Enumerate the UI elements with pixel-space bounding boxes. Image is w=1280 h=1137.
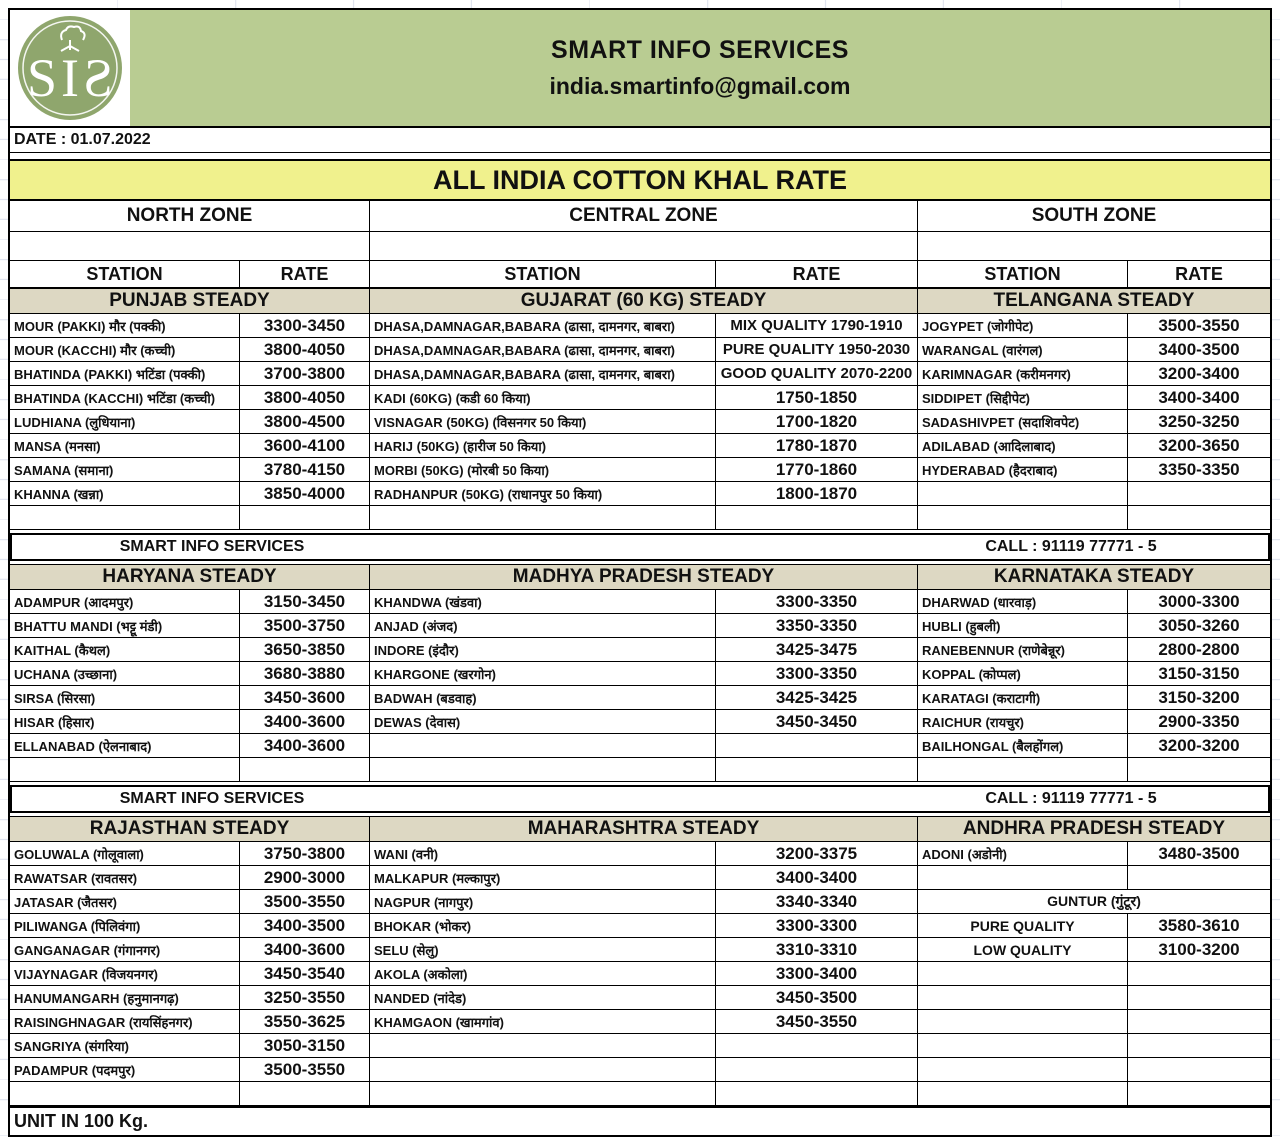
section-title: RAJASTHAN STEADY <box>10 816 370 842</box>
table-row <box>10 758 1270 782</box>
merged-station-cell: GUNTUR (गुंटूर) <box>918 890 1270 914</box>
table-row <box>10 962 1270 986</box>
cotton-rate-sheet <box>8 8 1272 1137</box>
rate-cell: 3400-3500 <box>1128 338 1270 362</box>
rate-cell: 3650-3850 <box>240 638 370 662</box>
rate-cell <box>1128 962 1270 986</box>
rate-cell: 3800-4500 <box>240 410 370 434</box>
station-cell: RANEBENNUR (राणेबेन्नूर) <box>918 638 1128 662</box>
rate-cell: 3425-3425 <box>716 686 918 710</box>
station-cell: BAILHONGAL (बैलहोंगल) <box>918 734 1128 758</box>
station-cell <box>918 482 1128 506</box>
section-header-row <box>10 564 1270 590</box>
station-cell: NAGPUR (नागपुर) <box>370 890 716 914</box>
station-cell: GANGANAGAR (गंगानगर) <box>10 938 240 962</box>
station-cell: SIRSA (सिरसा) <box>10 686 240 710</box>
station-cell: KHANDWA (खंडवा) <box>370 590 716 614</box>
rate-cell: 3350-3350 <box>716 614 918 638</box>
station-cell <box>370 1082 716 1106</box>
rate-cell <box>716 758 918 782</box>
svg-text:S: S <box>82 48 114 108</box>
station-cell: UCHANA (उच्छाना) <box>10 662 240 686</box>
rate-cell <box>1128 866 1270 890</box>
rate-cell: 3000-3300 <box>1128 590 1270 614</box>
station-cell: VISNAGAR (50KG) (विसनगर 50 किया) <box>370 410 716 434</box>
station-cell: RAICHUR (रायचुर) <box>918 710 1128 734</box>
station-cell: INDORE (इंदौर) <box>370 638 716 662</box>
table-row <box>10 434 1270 458</box>
section-title: TELANGANA STEADY <box>918 288 1270 314</box>
table-row <box>10 590 1270 614</box>
rate-block-1 <box>10 288 1270 530</box>
table-row <box>10 314 1270 338</box>
rate-cell: 1700-1820 <box>716 410 918 434</box>
station-cell: ADAMPUR (आदमपुर) <box>10 590 240 614</box>
rate-cell <box>716 1058 918 1082</box>
column-header-row <box>10 261 1270 288</box>
rate-cell: 2900-3000 <box>240 866 370 890</box>
rate-cell: 3800-4050 <box>240 338 370 362</box>
section-title: HARYANA STEADY <box>10 564 370 590</box>
info-band-2 <box>10 785 1270 813</box>
station-cell: DHASA,DAMNAGAR,BABARA (ढासा, दामनगर, बाबरा) <box>370 362 716 386</box>
rate-cell <box>1128 1082 1270 1106</box>
table-row <box>10 362 1270 386</box>
station-cell <box>918 1058 1128 1082</box>
rate-cell <box>240 758 370 782</box>
rate-cell <box>1128 506 1270 530</box>
station-cell <box>10 758 240 782</box>
rate-cell: 3340-3340 <box>716 890 918 914</box>
rate-cell: 3500-3750 <box>240 614 370 638</box>
station-cell: KOPPAL (कोप्पल) <box>918 662 1128 686</box>
station-cell: BHATTU MANDI (भट्टू मंडी) <box>10 614 240 638</box>
zone-header-row <box>10 201 1270 232</box>
rate-cell: 3800-4050 <box>240 386 370 410</box>
rate-cell: 3100-3200 <box>1128 938 1270 962</box>
rate-cell <box>240 506 370 530</box>
station-cell: ELLANABAD (ऐलनाबाद) <box>10 734 240 758</box>
station-cell: MALKAPUR (मल्कापुर) <box>370 866 716 890</box>
station-cell: RADHANPUR (50KG) (राधानपुर 50 किया) <box>370 482 716 506</box>
station-cell: ADILABAD (आदिलाबाद) <box>918 434 1128 458</box>
table-row <box>10 386 1270 410</box>
rate-cell <box>716 506 918 530</box>
station-cell <box>10 1082 240 1106</box>
rate-cell: 1770-1860 <box>716 458 918 482</box>
rate-cell: 3680-3880 <box>240 662 370 686</box>
rate-cell <box>716 734 918 758</box>
band-company: SMART INFO SERVICES <box>119 790 305 807</box>
rate-cell <box>1128 986 1270 1010</box>
station-cell: BHATINDA (KACCHI) भटिंडा (कच्ची) <box>10 386 240 410</box>
rate-cell <box>1128 1058 1270 1082</box>
station-cell <box>370 506 716 530</box>
table-row <box>10 710 1270 734</box>
rate-cell: 3300-3400 <box>716 962 918 986</box>
rate-cell: 3500-3550 <box>240 1058 370 1082</box>
section-header-row <box>10 816 1270 842</box>
station-cell <box>370 1058 716 1082</box>
table-row <box>10 866 1270 890</box>
station-cell: HUBLI (हुबली) <box>918 614 1128 638</box>
station-cell: ADONI (अडोनी) <box>918 842 1128 866</box>
col-station: STATION <box>10 261 240 288</box>
table-row <box>10 1058 1270 1082</box>
band-call: CALL : 91119 77771 - 5 <box>985 790 1157 807</box>
station-cell: RAISINGHNAGAR (रायसिंहनगर) <box>10 1010 240 1034</box>
rate-cell: 3400-3400 <box>716 866 918 890</box>
station-cell <box>918 986 1128 1010</box>
rate-cell: 2800-2800 <box>1128 638 1270 662</box>
station-cell: AKOLA (अकोला) <box>370 962 716 986</box>
header-row <box>10 10 1270 128</box>
rate-cell: 1800-1870 <box>716 482 918 506</box>
rate-cell: 3400-3600 <box>240 734 370 758</box>
station-cell: SADASHIVPET (सदाशिवपेट) <box>918 410 1128 434</box>
station-cell: PURE QUALITY <box>918 914 1128 938</box>
station-cell <box>918 506 1128 530</box>
section-title: MAHARASHTRA STEADY <box>370 816 918 842</box>
col-rate: RATE <box>1128 261 1270 288</box>
table-row <box>10 842 1270 866</box>
table-row <box>10 686 1270 710</box>
rate-cell: 3300-3350 <box>716 590 918 614</box>
zone-central: CENTRAL ZONE <box>370 201 918 231</box>
table-row <box>10 410 1270 434</box>
rate-cell: 3050-3260 <box>1128 614 1270 638</box>
station-cell: LUDHIANA (लुधियाना) <box>10 410 240 434</box>
station-cell: VIJAYNAGAR (विजयनगर) <box>10 962 240 986</box>
station-cell <box>370 758 716 782</box>
table-row <box>10 338 1270 362</box>
station-cell: DHASA,DAMNAGAR,BABARA (ढासा, दामनगर, बाबरा) <box>370 338 716 362</box>
company-name: SMART INFO SERVICES <box>551 36 849 64</box>
station-cell: MORBI (50KG) (मोरबी 50 किया) <box>370 458 716 482</box>
table-row <box>10 482 1270 506</box>
station-cell: GOLUWALA (गोलूवाला) <box>10 842 240 866</box>
station-cell: SELU (सेलु) <box>370 938 716 962</box>
section-title: ANDHRA PRADESH STEADY <box>918 816 1270 842</box>
table-row <box>10 914 1270 938</box>
station-cell: DEWAS (देवास) <box>370 710 716 734</box>
rate-cell <box>240 1082 370 1106</box>
station-cell <box>918 866 1128 890</box>
station-cell: WANI (वनी) <box>370 842 716 866</box>
rate-cell: 1750-1850 <box>716 386 918 410</box>
rate-cell: 3400-3400 <box>1128 386 1270 410</box>
station-cell <box>918 1034 1128 1058</box>
company-email: india.smartinfo@gmail.com <box>549 73 851 99</box>
station-cell: KHANNA (खन्ना) <box>10 482 240 506</box>
station-cell: RAWATSAR (रावतसर) <box>10 866 240 890</box>
rate-cell: GOOD QUALITY 2070-2200 <box>716 362 918 386</box>
rate-cell: 3200-3400 <box>1128 362 1270 386</box>
table-row <box>10 506 1270 530</box>
rate-cell: 3500-3550 <box>240 890 370 914</box>
station-cell: KADI (60KG) (कडी 60 किया) <box>370 386 716 410</box>
station-cell: WARANGAL (वारंगल) <box>918 338 1128 362</box>
rate-block-3 <box>10 816 1270 1106</box>
station-cell: JATASAR (जैतसर) <box>10 890 240 914</box>
station-cell: HARIJ (50KG) (हारीज 50 किया) <box>370 434 716 458</box>
rate-cell: 1780-1870 <box>716 434 918 458</box>
rate-cell: 3580-3610 <box>1128 914 1270 938</box>
rate-cell <box>1128 1010 1270 1034</box>
rate-cell: 3300-3350 <box>716 662 918 686</box>
rate-cell: 3450-3500 <box>716 986 918 1010</box>
rate-cell: 3050-3150 <box>240 1034 370 1058</box>
station-cell <box>370 734 716 758</box>
station-cell: KARIMNAGAR (करीमनगर) <box>918 362 1128 386</box>
station-cell <box>10 506 240 530</box>
rate-cell <box>1128 758 1270 782</box>
station-cell: BHOKAR (भोकर) <box>370 914 716 938</box>
band-company: SMART INFO SERVICES <box>119 538 305 555</box>
table-row <box>10 614 1270 638</box>
rate-cell: 3400-3600 <box>240 938 370 962</box>
table-row <box>10 734 1270 758</box>
rate-cell: 3250-3550 <box>240 986 370 1010</box>
station-cell: DHASA,DAMNAGAR,BABARA (ढासा, दामनगर, बाबरा) <box>370 314 716 338</box>
station-cell: ANJAD (अंजद) <box>370 614 716 638</box>
station-cell: SAMANA (समाना) <box>10 458 240 482</box>
station-cell: KHARGONE (खरगोन) <box>370 662 716 686</box>
rate-cell: 3150-3450 <box>240 590 370 614</box>
station-cell: KAITHAL (कैथल) <box>10 638 240 662</box>
section-header-row <box>10 288 1270 314</box>
date-label: DATE : 01.07.2022 <box>10 128 1270 153</box>
rate-cell: 3450-3540 <box>240 962 370 986</box>
rate-block-2 <box>10 564 1270 782</box>
rate-cell: 3300-3300 <box>716 914 918 938</box>
table-row <box>10 986 1270 1010</box>
station-cell <box>918 1010 1128 1034</box>
rate-cell: 3700-3800 <box>240 362 370 386</box>
rate-cell: 3480-3500 <box>1128 842 1270 866</box>
rate-cell: 3300-3450 <box>240 314 370 338</box>
rate-cell: 3780-4150 <box>240 458 370 482</box>
svg-text:I: I <box>61 48 79 108</box>
station-cell <box>918 962 1128 986</box>
rate-cell: 3550-3625 <box>240 1010 370 1034</box>
station-cell: NANDED (नांदेड) <box>370 986 716 1010</box>
rate-cell: MIX QUALITY 1790-1910 <box>716 314 918 338</box>
station-cell: MOUR (PAKKI) मौर (पक्की) <box>10 314 240 338</box>
rate-cell: 3500-3550 <box>1128 314 1270 338</box>
rate-cell <box>1128 1034 1270 1058</box>
station-cell: SIDDIPET (सिद्दीपेट) <box>918 386 1128 410</box>
rate-cell: 3400-3500 <box>240 914 370 938</box>
rate-cell: 3250-3250 <box>1128 410 1270 434</box>
company-logo <box>10 10 130 126</box>
section-title: KARNATAKA STEADY <box>918 564 1270 590</box>
table-row <box>10 662 1270 686</box>
col-rate: RATE <box>240 261 370 288</box>
col-rate: RATE <box>716 261 918 288</box>
table-row <box>10 638 1270 662</box>
table-row <box>10 938 1270 962</box>
rate-cell: 3150-3200 <box>1128 686 1270 710</box>
sis-cotton-logo-icon <box>16 14 124 122</box>
rate-cell: 3150-3150 <box>1128 662 1270 686</box>
station-cell <box>918 1082 1128 1106</box>
rate-cell: 3350-3350 <box>1128 458 1270 482</box>
svg-text:S: S <box>26 48 58 108</box>
zone-south: SOUTH ZONE <box>1031 205 1157 226</box>
station-cell: HYDERABAD (हैदराबाद) <box>918 458 1128 482</box>
rate-cell: PURE QUALITY 1950-2030 <box>716 338 918 362</box>
header-band <box>130 10 1270 126</box>
rate-cell: 3450-3600 <box>240 686 370 710</box>
station-cell: JOGYPET (जोगीपेट) <box>918 314 1128 338</box>
rate-cell <box>1128 482 1270 506</box>
station-cell: SANGRIYA (संगरिया) <box>10 1034 240 1058</box>
table-row <box>10 1034 1270 1058</box>
station-cell: HANUMANGARH (हनुमानगढ़) <box>10 986 240 1010</box>
rate-cell: 3400-3600 <box>240 710 370 734</box>
station-cell: LOW QUALITY <box>918 938 1128 962</box>
station-cell: PILIWANGA (पिलिवंगा) <box>10 914 240 938</box>
table-row <box>10 890 1270 914</box>
rate-cell: 3310-3310 <box>716 938 918 962</box>
section-title: MADHYA PRADESH STEADY <box>370 564 918 590</box>
section-title: PUNJAB STEADY <box>10 288 370 314</box>
station-cell: BHATINDA (PAKKI) भटिंडा (पक्की) <box>10 362 240 386</box>
zone-north: NORTH ZONE <box>10 201 370 231</box>
rate-cell: 3425-3475 <box>716 638 918 662</box>
table-row <box>10 1082 1270 1106</box>
col-station: STATION <box>918 261 1128 288</box>
station-cell: PADAMPUR (पदमपुर) <box>10 1058 240 1082</box>
rate-cell: 3200-3200 <box>1128 734 1270 758</box>
station-cell: MOUR (KACCHI) मौर (कच्ची) <box>10 338 240 362</box>
table-row <box>10 1010 1270 1034</box>
section-title: GUJARAT (60 KG) STEADY <box>370 288 918 314</box>
blank-row <box>10 232 1270 261</box>
page-title: ALL INDIA COTTON KHAL RATE <box>10 159 1270 201</box>
station-cell: KHAMGAON (खामगांव) <box>370 1010 716 1034</box>
rate-cell <box>716 1034 918 1058</box>
rate-cell: 3450-3550 <box>716 1010 918 1034</box>
station-cell: MANSA (मनसा) <box>10 434 240 458</box>
station-cell <box>918 758 1128 782</box>
station-cell: KARATAGI (कराटागी) <box>918 686 1128 710</box>
rate-cell: 3750-3800 <box>240 842 370 866</box>
station-cell: DHARWAD (धारवाड़) <box>918 590 1128 614</box>
col-station: STATION <box>370 261 716 288</box>
band-call: CALL : 91119 77771 - 5 <box>985 538 1157 555</box>
rate-cell <box>716 1082 918 1106</box>
station-cell <box>370 1034 716 1058</box>
station-cell: BADWAH (बडवाह) <box>370 686 716 710</box>
unit-note: UNIT IN 100 Kg. <box>10 1106 1270 1135</box>
rate-cell: 3200-3375 <box>716 842 918 866</box>
info-band-1 <box>10 533 1270 561</box>
rate-cell: 3850-4000 <box>240 482 370 506</box>
table-row <box>10 458 1270 482</box>
rate-cell: 2900-3350 <box>1128 710 1270 734</box>
rate-cell: 3450-3450 <box>716 710 918 734</box>
rate-cell: 3200-3650 <box>1128 434 1270 458</box>
rate-cell: 3600-4100 <box>240 434 370 458</box>
station-cell: HISAR (हिसार) <box>10 710 240 734</box>
